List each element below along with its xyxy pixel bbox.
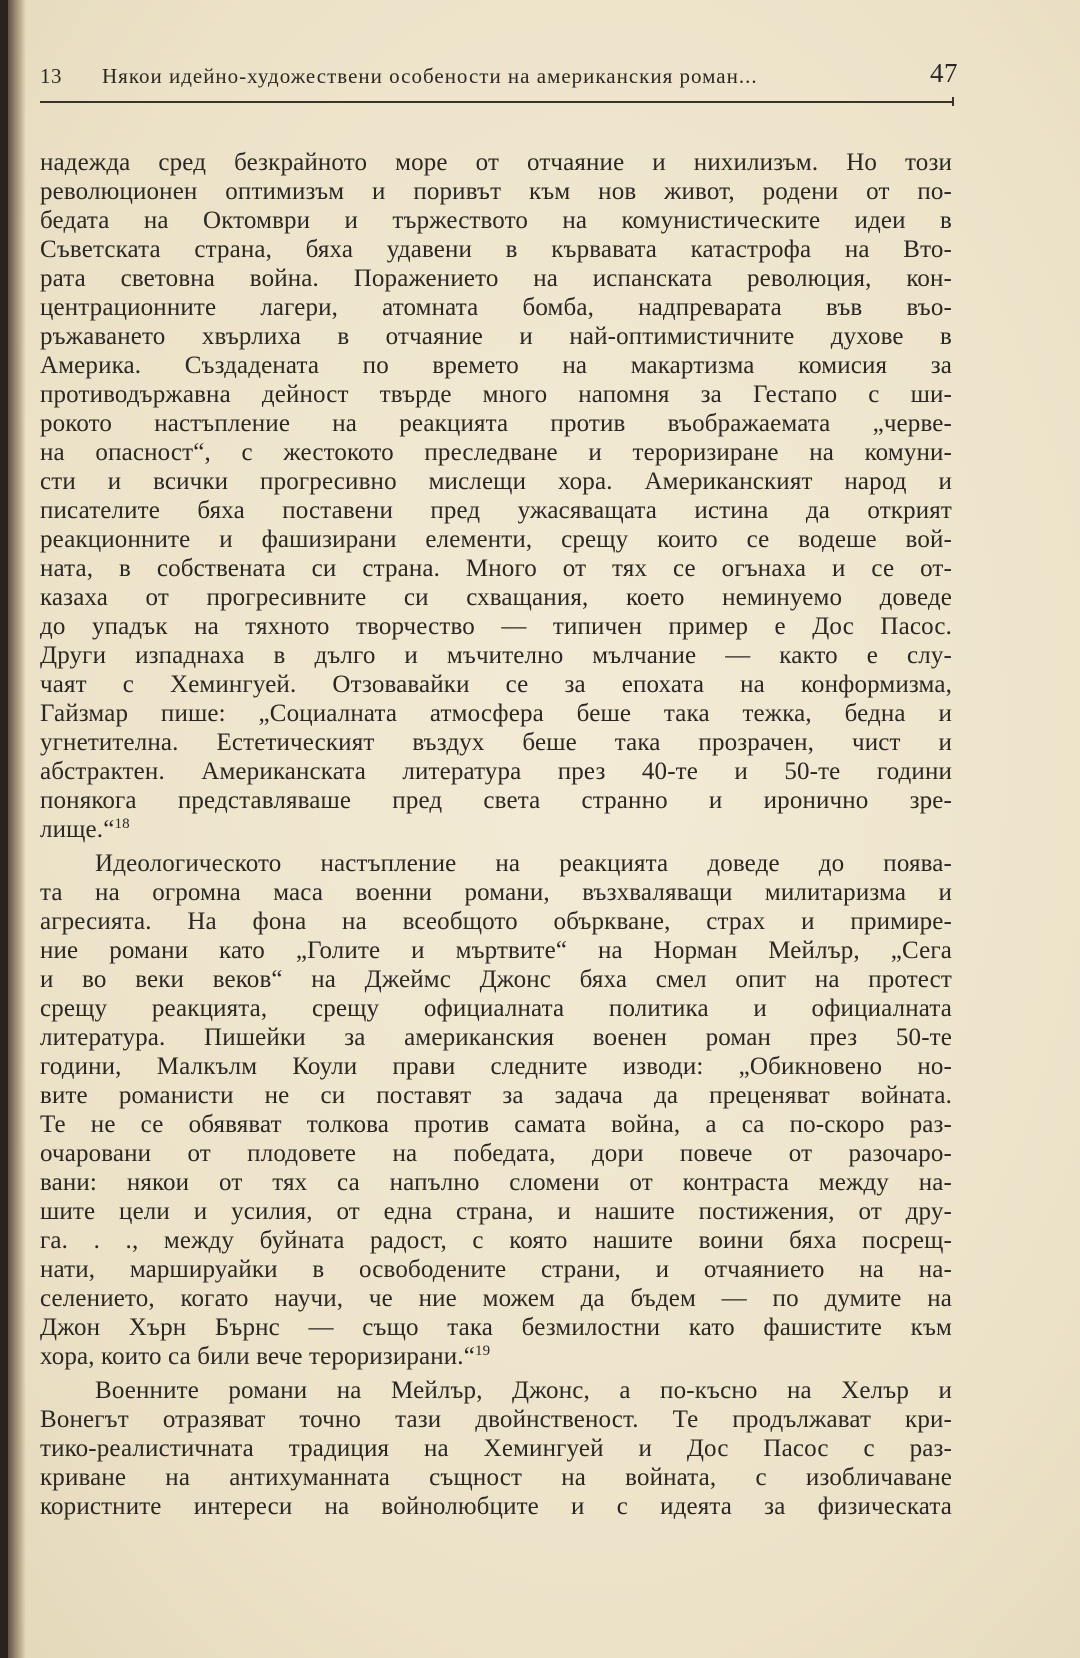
text-line: революционен оптимизъм и поривът към нов живот, родени от по- (40, 178, 952, 205)
text-line: понякога представляваше пред света странно и иронично зре- (40, 787, 952, 814)
text-line: ната, в собствената си страна. Много от тях се огънаха и се от- (40, 555, 952, 582)
running-title: Някои идейно-художествени особености на американския роман... (102, 64, 758, 88)
text-line: селението, когато научи, че ние можем да бъдем — по думите на (40, 1285, 952, 1312)
text-line: Други изпаднаха в дълго и мъчително мълчание — както е слу- (40, 642, 952, 669)
text-line: шите цели и усилия, от една страна, и нашите постижения, от дру- (40, 1198, 952, 1225)
book-spine-edge (0, 0, 8, 1658)
text-line: на опасност“, с жестокото преследване и тероризиране на комуни- (40, 439, 952, 466)
text-line: агресията. На фона на всеобщото объркване, страх и примире- (40, 908, 952, 935)
text-line: чаят с Хемингуей. Отзовавайки се за епохата на конформизма, (40, 671, 952, 698)
text-line: противодържавна дейност твърде много напомня за Гестапо с ши- (40, 381, 952, 408)
text-line: Гайзмар пише: „Социалната атмосфера беше така тежка, бедна и (40, 700, 952, 727)
body-text (40, 148, 952, 1521)
text-line: казаха от прогресивните си схващания, което неминуемо доведе (40, 584, 952, 611)
text-line: срещу реакцията, срещу официалната политика и официалната (40, 995, 952, 1022)
text-line: бедата на Октомври и тържеството на комунистическите идеи в (40, 207, 952, 234)
text-line: Вонегът отразяват точно тази двойнственост. Те продължават кри- (40, 1406, 952, 1433)
text-line: Те не се обявяват толкова против самата война, а са по-скоро раз- (40, 1111, 952, 1138)
text-line: вите романисти не си поставят за задача да преценяват войната. (40, 1082, 952, 1109)
text-line: писателите бяха поставени пред ужасяващата истина да открият (40, 497, 952, 524)
header-rule-tick (952, 97, 954, 106)
text-line: Идеологическото настъпление на реакцията доведе до поява- (95, 850, 952, 877)
footnote-marker: 18 (114, 816, 130, 832)
text-line: користните интереси на войнолюбците и с идеята за физическата (40, 1493, 952, 1520)
paragraph (40, 849, 952, 1371)
text-line: нати, маршируайки в освободените страни, и отчаянието на на- (40, 1256, 952, 1283)
text-line: рокото настъпление на реакцията против въображаемата „черве- (40, 410, 952, 437)
text-line: вани: някои от тях са напълно сломени от контраста между на- (40, 1169, 952, 1196)
text-line: лище.“$^{18}$ (40, 816, 130, 843)
paragraph (40, 1376, 952, 1521)
text-line: хора, които са били вече тероризирани.“$^{19}$ (40, 1343, 491, 1370)
header-rule (40, 101, 952, 103)
text-line: ръжаването хвърлиха в отчаяние и най-оптимистичните духове в (40, 323, 952, 350)
text-line: тико-реалистичната традиция на Хемингуей и Дос Пасос с раз- (40, 1435, 952, 1462)
text-line: години, Малкълм Коули прави следните изводи: „Обикновено но- (40, 1053, 952, 1080)
text-line: рата световна война. Поражението на испанската революция, кон- (40, 265, 952, 292)
running-header (40, 58, 958, 94)
text-line: криване на антихуманната същност на войната, с изобличаване (40, 1464, 952, 1491)
text-line: Военните романи на Мейлър, Джонс, а по-късно на Хелър и (95, 1377, 952, 1404)
text-line: ние романи като „Голите и мъртвите“ на Норман Мейлър, „Сега (40, 937, 952, 964)
text-line: и во веки веков“ на Джеймс Джонс бяха смел опит на протест (40, 966, 952, 993)
footnote-marker: 19 (474, 1343, 491, 1359)
text-line: га. . ., между буйната радост, с която нашите воини бяха посрещ- (40, 1227, 952, 1254)
chapter-number: 13 (40, 64, 62, 88)
paragraph (40, 148, 952, 844)
text-line: та на огромна маса военни романи, възхваляващи милитаризма и (40, 879, 952, 906)
text-line: литература. Пишейки за американския военен роман през 50-те (40, 1024, 952, 1051)
text-line: Джон Хърн Бърнс — също така безмилостни като фашистите към (40, 1314, 952, 1341)
text-line: до упадък на тяхното творчество — типичен пример е Дос Пасос. (40, 613, 952, 640)
text-line: сти и всички прогресивно мислещи хора. Американският народ и (40, 468, 952, 495)
text-line: абстрактен. Американската литература през 40-те и 50-те години (40, 758, 952, 785)
text-line: центрационните лагери, атомната бомба, надпреварата във въо- (40, 294, 952, 321)
text-line: Съветската страна, бяха удавени в кървавата катастрофа на Вто- (40, 236, 952, 263)
text-line: Америка. Създадената по времето на макартизма комисия за (40, 352, 952, 379)
page-number: 47 (930, 58, 958, 88)
text-line: реакционните и фашизирани елементи, срещу които се водеше вой- (40, 526, 952, 553)
text-line: очаровани от плодовете на победата, дори повече от разочаро- (40, 1140, 952, 1167)
text-line: надежда сред безкрайното море от отчаяние и нихилизъм. Но този (40, 149, 952, 176)
text-line: угнетителна. Естетическият въздух беше така прозрачен, чист и (40, 729, 952, 756)
